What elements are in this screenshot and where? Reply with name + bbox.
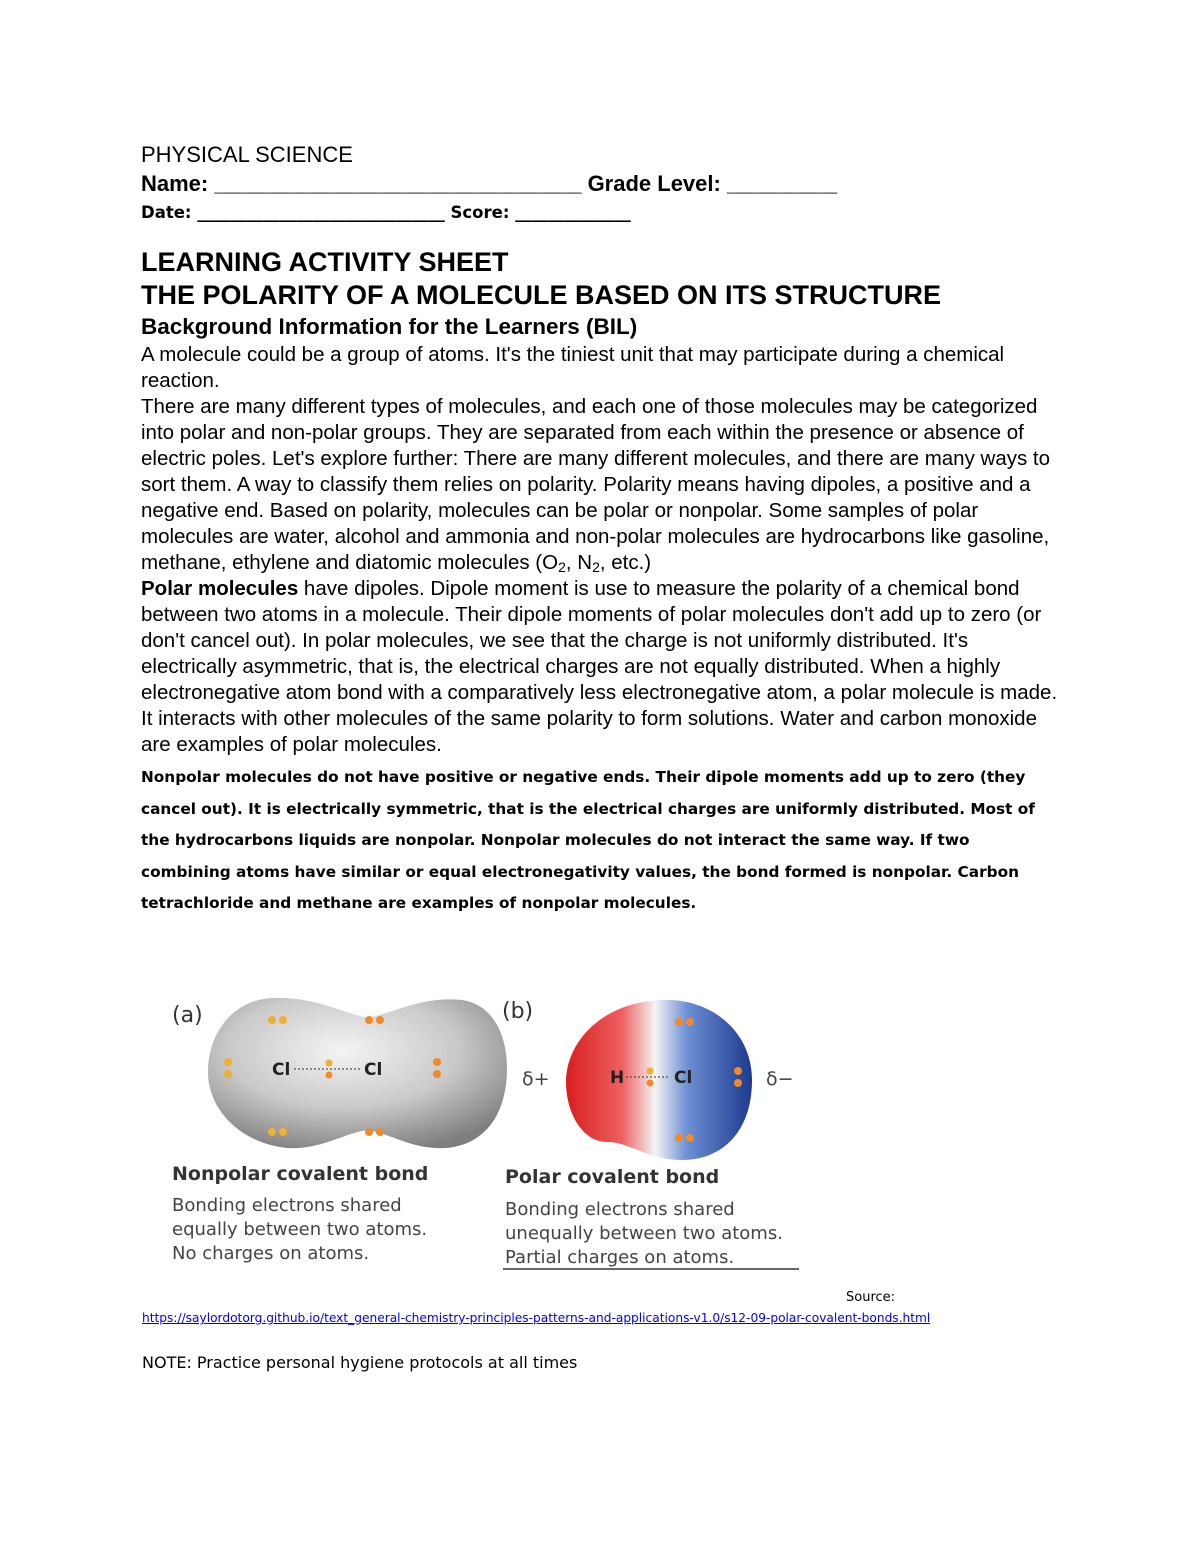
nonpolar-right-atom: Cl <box>364 1060 383 1080</box>
electron-dot <box>268 1128 276 1136</box>
electron-dot <box>224 1070 232 1078</box>
electron-dot <box>376 1128 384 1136</box>
nonpolar-caption-title: Nonpolar covalent bond <box>172 1163 429 1185</box>
electron-dot <box>675 1018 683 1026</box>
polar-caption-line2: unequally between two atoms. <box>505 1223 783 1244</box>
electron-dot <box>279 1016 287 1024</box>
topic-title: THE POLARITY OF A MOLECULE BASED ON ITS STRUCTURE <box>141 280 942 310</box>
subject-heading: PHYSICAL SCIENCE <box>141 142 353 167</box>
electron-dot <box>224 1058 232 1066</box>
date-score-line <box>141 200 1061 226</box>
nonpolar-caption-line3: No charges on atoms. <box>172 1243 370 1264</box>
paragraph-polar-molecules <box>141 576 1061 758</box>
worksheet-page <box>141 142 1061 920</box>
nonpolar-caption-line1: Bonding electrons shared <box>172 1195 402 1216</box>
date-field[interactable]: ______________________________ <box>197 203 445 222</box>
name-field[interactable]: ______________________________ <box>214 171 582 196</box>
electron-dot <box>268 1016 276 1024</box>
electron-dot <box>279 1128 287 1136</box>
subscript-o2: 2 <box>558 559 566 575</box>
paragraph-polarity-text: There are many different types of molecules, and each one of those molecules may be categorized into polar and non-polar groups. They are separated from each within the presence or absence of electric poles. Let's explore further: There are many different molecules, and there are many ways to sort them. A way to classify them relies on polarity. Polarity means having dipoles, a positive and a negative end. Based on polarity, molecules can be polar or nonpolar. Some samples of polar molecules are water, alcohol and ammonia and non-polar molecules are hydrocarbons like gasoline, methane, ethylene and diatomic molecules (O <box>141 395 1051 574</box>
score-label: Score: <box>450 203 510 222</box>
polar-caption-title: Polar covalent bond <box>505 1166 720 1188</box>
nonpolar-left-atom: Cl <box>272 1060 291 1080</box>
panel-b-label: (b) <box>502 999 534 1024</box>
electron-dot <box>365 1016 373 1024</box>
delta-plus: δ+ <box>522 1068 550 1090</box>
date-label: Date: <box>141 203 192 222</box>
name-label: Name: <box>141 171 209 196</box>
electron-dot <box>734 1067 742 1075</box>
nonpolar-molecule-shape <box>208 998 507 1148</box>
polar-caption-line1: Bonding electrons shared <box>505 1199 735 1220</box>
bond-electron-dot <box>647 1068 654 1075</box>
hygiene-note: NOTE: Practice personal hygiene protocols at all times <box>142 1353 578 1372</box>
paragraph-polarity-mid: , N <box>565 551 593 574</box>
paragraph-polarity <box>141 394 1061 576</box>
subscript-n2: 2 <box>592 559 600 575</box>
sheet-title: LEARNING ACTIVITY SHEET <box>141 247 509 277</box>
delta-minus: δ− <box>766 1068 794 1090</box>
paragraph-molecule-definition: A molecule could be a group of atoms. It's the tiniest unit that may participate during a chemical reaction. <box>141 343 1005 392</box>
name-grade-line <box>141 170 1061 198</box>
score-field[interactable]: ______________ <box>515 203 631 222</box>
polar-left-atom: H <box>610 1068 625 1088</box>
electron-dot <box>376 1016 384 1024</box>
source-label: Source: <box>846 1290 896 1305</box>
covalent-bond-figure <box>162 992 812 1282</box>
bond-electron-dot <box>326 1060 333 1067</box>
nonpolar-panel <box>172 998 507 1264</box>
polar-right-atom: Cl <box>674 1068 693 1088</box>
paragraph-polarity-end: , etc.) <box>599 551 652 574</box>
polar-term: Polar molecules <box>141 577 299 600</box>
electron-dot <box>675 1134 683 1142</box>
paragraph-nonpolar-molecules: Nonpolar molecules do not have positive or negative ends. Their dipole moments add up to zero (they cancel out). It is electrically symmetric, that is the electrical charges are uniformly distributed. Most of the hydrocarbons liquids are nonpolar. Nonpolar molecules do not interact the same way. If two combining atoms have similar or equal electronegativity values, the bond formed is nonpolar. Carbon tetrachloride and methane are examples of nonpolar molecules. <box>141 768 1035 912</box>
polar-molecule-shape <box>566 1000 752 1160</box>
source-link[interactable]: https://saylordotorg.github.io/text_general-chemistry-principles-patterns-and-applications-v1.0/s12-09-polar-covalent-bonds.html <box>142 1311 931 1325</box>
electron-dot <box>365 1128 373 1136</box>
panel-a-label: (a) <box>172 1003 203 1028</box>
nonpolar-caption-line2: equally between two atoms. <box>172 1219 428 1240</box>
electron-dot <box>734 1079 742 1087</box>
polar-panel <box>502 999 799 1269</box>
section-title: Background Information for the Learners (BIL) <box>141 314 638 339</box>
bond-electron-dot <box>647 1080 654 1087</box>
electron-dot <box>686 1134 694 1142</box>
electron-dot <box>433 1058 441 1066</box>
grade-field[interactable]: _________ <box>726 171 838 196</box>
electron-dot <box>433 1070 441 1078</box>
electron-dot <box>686 1018 694 1026</box>
polar-description: have dipoles. Dipole moment is use to measure the polarity of a chemical bond between two atoms in a molecule. Their dipole moments of polar molecules don't add up to zero (or don't cancel out). In polar molecules, we see that the charge is not uniformly distributed. It's electrically asymmetric, that is, the electrical charges are not equally distributed. When a highly electronegative atom bond with a comparatively less electronegative atom, a polar molecule is made. It interacts with other molecules of the same polarity to form solutions. Water and carbon monoxide are examples of polar molecules. <box>141 577 1058 756</box>
bond-electron-dot <box>326 1072 333 1079</box>
grade-label: Grade Level: <box>587 171 721 196</box>
polar-caption-line3: Partial charges on atoms. <box>505 1247 735 1268</box>
